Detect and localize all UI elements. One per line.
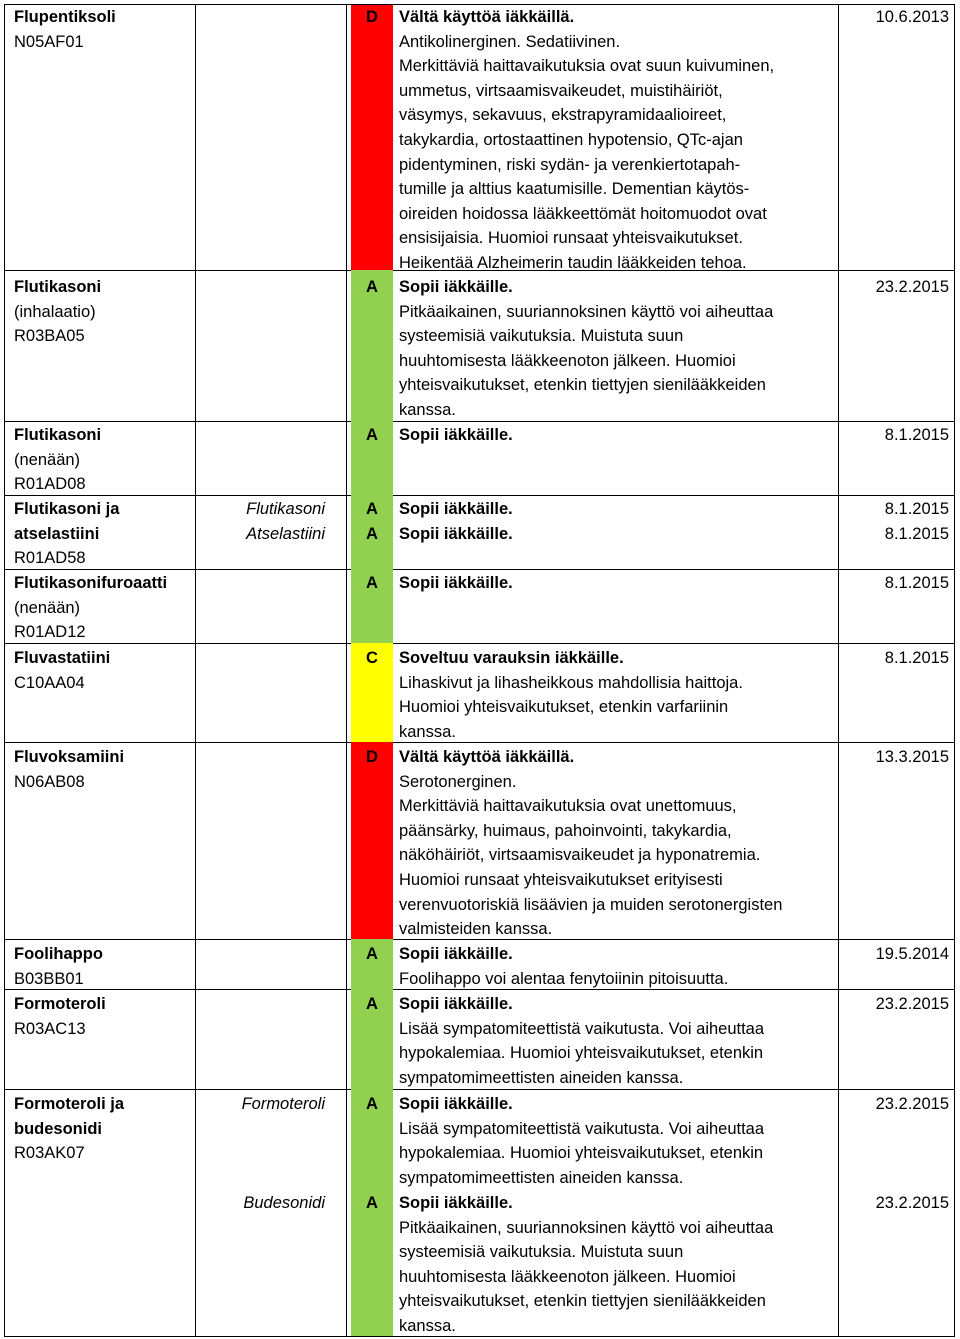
update-date: 8.1.2015 bbox=[884, 574, 949, 592]
column-divider bbox=[346, 5, 347, 1336]
recommendation-heading: Sopii iäkkäille. bbox=[399, 1095, 513, 1113]
recommendation-line: yhteisvaikutukset, etenkin tiettyjen sienilääkkeiden bbox=[399, 376, 766, 395]
recommendation-line: Huomioi yhteisvaikutukset, etenkin varfariinin bbox=[399, 698, 729, 717]
drug-cell bbox=[14, 942, 194, 991]
recommendation-line: huuhtomisesta lääkkeenoton jälkeen. Huomioi bbox=[399, 351, 736, 370]
recommendation-line: oireiden hoidossa lääkkeettömät hoitomuodot ovat bbox=[399, 204, 767, 223]
recommendation-line: kanssa. bbox=[399, 722, 456, 741]
update-date: 8.1.2015 bbox=[884, 649, 949, 667]
recommendation-line: kanssa. bbox=[399, 1316, 456, 1335]
recommendation-heading: Sopii iäkkäille. bbox=[399, 1194, 513, 1212]
recommendation-line: sympatomimeettisten aineiden kanssa. bbox=[399, 1168, 684, 1187]
class-letter: D bbox=[366, 748, 378, 766]
drug-name: Flutikasonifuroaatti bbox=[14, 574, 168, 592]
drug-cell bbox=[14, 1092, 194, 1166]
recommendation-heading: Sopii iäkkäille. bbox=[399, 945, 513, 963]
update-date: 23.2.2015 bbox=[875, 995, 949, 1013]
recommendation-line: Huomioi runsaat yhteisvaikutukset erityisesti bbox=[399, 870, 723, 889]
recommendation-text bbox=[399, 1191, 839, 1339]
atc-code: R01AD12 bbox=[14, 623, 86, 642]
drug-route: (inhalaatio) bbox=[14, 302, 96, 321]
drug-table bbox=[4, 4, 955, 1337]
recommendation-text bbox=[399, 942, 839, 991]
drug-cell bbox=[14, 571, 194, 645]
recommendation-line: Pitkäaikainen, suuriannoksinen käyttö voi aiheuttaa bbox=[399, 1218, 774, 1237]
update-date: 8.1.2015 bbox=[884, 426, 949, 444]
drug-name: Flutikasoni bbox=[14, 278, 102, 296]
drug-name: Formoteroli ja bbox=[14, 1095, 125, 1113]
drug-cell bbox=[14, 646, 194, 695]
recommendation-line: takykardia, ortostaattinen hypotensio, QTc-ajan bbox=[399, 130, 743, 149]
recommendation-line: Antikolinerginen. Sedatiivinen. bbox=[399, 32, 621, 51]
recommendation-line: tumille ja alttius kaatumisille. Dementian käytös- bbox=[399, 180, 750, 199]
recommendation-heading: Soveltuu varauksin iäkkäille. bbox=[399, 649, 624, 667]
recommendation-heading: Sopii iäkkäille. bbox=[399, 995, 513, 1013]
drug-cell bbox=[14, 992, 194, 1041]
atc-code: N05AF01 bbox=[14, 32, 84, 51]
component-name: Budesonidi bbox=[243, 1194, 325, 1212]
recommendation-line: Foolihappo voi alentaa fenytoiinin pitoisuutta. bbox=[399, 969, 729, 988]
recommendation-text bbox=[399, 522, 839, 547]
class-letter: A bbox=[366, 525, 378, 543]
recommendation-line: Heikentää Alzheimerin taudin lääkkeiden tehoa. bbox=[399, 253, 747, 272]
update-date: 23.2.2015 bbox=[875, 278, 949, 296]
class-letter: A bbox=[366, 1095, 378, 1113]
recommendation-line: kanssa. bbox=[399, 400, 456, 419]
recommendation-heading: Vältä käyttöä iäkkäillä. bbox=[399, 748, 575, 766]
recommendation-line: valmisteiden kanssa. bbox=[399, 920, 553, 939]
recommendation-line: väsymys, sekavuus, ekstrapyramidaalioireet, bbox=[399, 106, 727, 125]
recommendation-line: hypokalemiaa. Huomioi yhteisvaikutukset, etenkin bbox=[399, 1044, 764, 1063]
recommendation-line: ummetus, virtsaamisvaikeudet, muistihäiriöt, bbox=[399, 81, 723, 100]
recommendation-text bbox=[399, 646, 839, 744]
recommendation-text bbox=[399, 571, 839, 596]
update-date: 8.1.2015 bbox=[884, 500, 949, 518]
recommendation-line: huuhtomisesta lääkkeenoton jälkeen. Huomioi bbox=[399, 1267, 736, 1286]
recommendation-heading: Sopii iäkkäille. bbox=[399, 574, 513, 592]
update-date: 13.3.2015 bbox=[875, 748, 949, 766]
recommendation-line: Lisää sympatomiteettistä vaikutusta. Voi aiheuttaa bbox=[399, 1119, 765, 1138]
drug-name-line2: budesonidi bbox=[14, 1119, 102, 1138]
recommendation-line: verenvuotoriskiä lisäävien ja muiden serotonergisten bbox=[399, 895, 783, 914]
atc-code: C10AA04 bbox=[14, 673, 85, 692]
recommendation-text bbox=[399, 423, 839, 448]
column-divider bbox=[195, 5, 196, 1336]
class-letter: A bbox=[366, 945, 378, 963]
drug-name: Flupentiksoli bbox=[14, 8, 116, 26]
class-band-d bbox=[351, 742, 393, 939]
update-date: 23.2.2015 bbox=[875, 1095, 949, 1113]
recommendation-line: systeemisiä vaikutuksia. Muistuta suun bbox=[399, 1243, 684, 1262]
recommendation-text bbox=[399, 275, 839, 423]
drug-cell bbox=[14, 497, 194, 571]
drug-cell bbox=[14, 745, 194, 794]
recommendation-line: Lihaskivut ja lihasheikkous mahdollisia haittoja. bbox=[399, 673, 743, 692]
drug-cell bbox=[14, 275, 194, 349]
class-letter: A bbox=[366, 1194, 378, 1212]
atc-code: R03AK07 bbox=[14, 1144, 85, 1163]
class-band-d bbox=[351, 5, 393, 270]
recommendation-line: yhteisvaikutukset, etenkin tiettyjen sienilääkkeiden bbox=[399, 1292, 766, 1311]
class-letter: A bbox=[366, 995, 378, 1013]
recommendation-line: pidentyminen, riski sydän- ja verenkiertotapah- bbox=[399, 155, 741, 174]
recommendation-line: päänsärky, huimaus, pahoinvointi, takykardia, bbox=[399, 821, 732, 840]
recommendation-text bbox=[399, 1092, 839, 1190]
recommendation-text bbox=[399, 497, 839, 522]
atc-code: R03AC13 bbox=[14, 1019, 86, 1038]
recommendation-heading: Vältä käyttöä iäkkäillä. bbox=[399, 8, 575, 26]
recommendation-heading: Sopii iäkkäille. bbox=[399, 426, 513, 444]
recommendation-text bbox=[399, 992, 839, 1090]
atc-code: R03BA05 bbox=[14, 327, 85, 346]
drug-cell bbox=[14, 5, 194, 54]
recommendation-line: näköhäiriöt, virtsaamisvaikeudet ja hyponatremia. bbox=[399, 846, 761, 865]
class-letter: A bbox=[366, 500, 378, 518]
class-letter: A bbox=[366, 278, 378, 296]
class-letter: A bbox=[366, 426, 378, 444]
atc-code: N06AB08 bbox=[14, 772, 85, 791]
recommendation-line: Pitkäaikainen, suuriannoksinen käyttö voi aiheuttaa bbox=[399, 302, 774, 321]
drug-route: (nenään) bbox=[14, 450, 81, 469]
update-date: 19.5.2014 bbox=[875, 945, 949, 963]
drug-name: Flutikasoni ja bbox=[14, 500, 120, 518]
update-date: 10.6.2013 bbox=[875, 8, 949, 26]
atc-code: B03BB01 bbox=[14, 969, 84, 988]
drug-route: (nenään) bbox=[14, 598, 81, 617]
drug-name: Fluvoksamiini bbox=[14, 748, 125, 766]
recommendation-heading: Sopii iäkkäille. bbox=[399, 525, 513, 543]
recommendation-text bbox=[399, 745, 839, 942]
atc-code: R01AD58 bbox=[14, 549, 86, 568]
recommendation-line: Merkittäviä haittavaikutuksia ovat suun kuivuminen, bbox=[399, 57, 775, 76]
recommendation-line: sympatomimeettisten aineiden kanssa. bbox=[399, 1068, 684, 1087]
recommendation-line: Serotonerginen. bbox=[399, 772, 517, 791]
component-name: Atselastiini bbox=[246, 525, 325, 543]
recommendation-line: Lisää sympatomiteettistä vaikutusta. Voi aiheuttaa bbox=[399, 1019, 765, 1038]
atc-code: R01AD08 bbox=[14, 475, 86, 494]
drug-name-line2: atselastiini bbox=[14, 524, 100, 543]
component-name: Formoteroli bbox=[241, 1095, 325, 1113]
drug-name: Fluvastatiini bbox=[14, 649, 111, 667]
class-letter: D bbox=[366, 8, 378, 26]
drug-name: Flutikasoni bbox=[14, 426, 102, 444]
update-date: 8.1.2015 bbox=[884, 525, 949, 543]
drug-name: Foolihappo bbox=[14, 945, 103, 963]
recommendation-heading: Sopii iäkkäille. bbox=[399, 278, 513, 296]
recommendation-line: hypokalemiaa. Huomioi yhteisvaikutukset, etenkin bbox=[399, 1144, 764, 1163]
update-date: 23.2.2015 bbox=[875, 1194, 949, 1212]
recommendation-line: ensisijaisia. Huomioi runsaat yhteisvaikutukset. bbox=[399, 229, 743, 248]
recommendation-line: systeemisiä vaikutuksia. Muistuta suun bbox=[399, 327, 684, 346]
drug-name: Formoteroli bbox=[14, 995, 106, 1013]
component-name: Flutikasoni bbox=[246, 500, 325, 518]
drug-cell bbox=[14, 423, 194, 497]
recommendation-text bbox=[399, 5, 839, 276]
class-letter: A bbox=[366, 574, 378, 592]
class-letter: C bbox=[366, 649, 378, 667]
recommendation-line: Merkittäviä haittavaikutuksia ovat unettomuus, bbox=[399, 797, 737, 816]
recommendation-heading: Sopii iäkkäille. bbox=[399, 500, 513, 518]
